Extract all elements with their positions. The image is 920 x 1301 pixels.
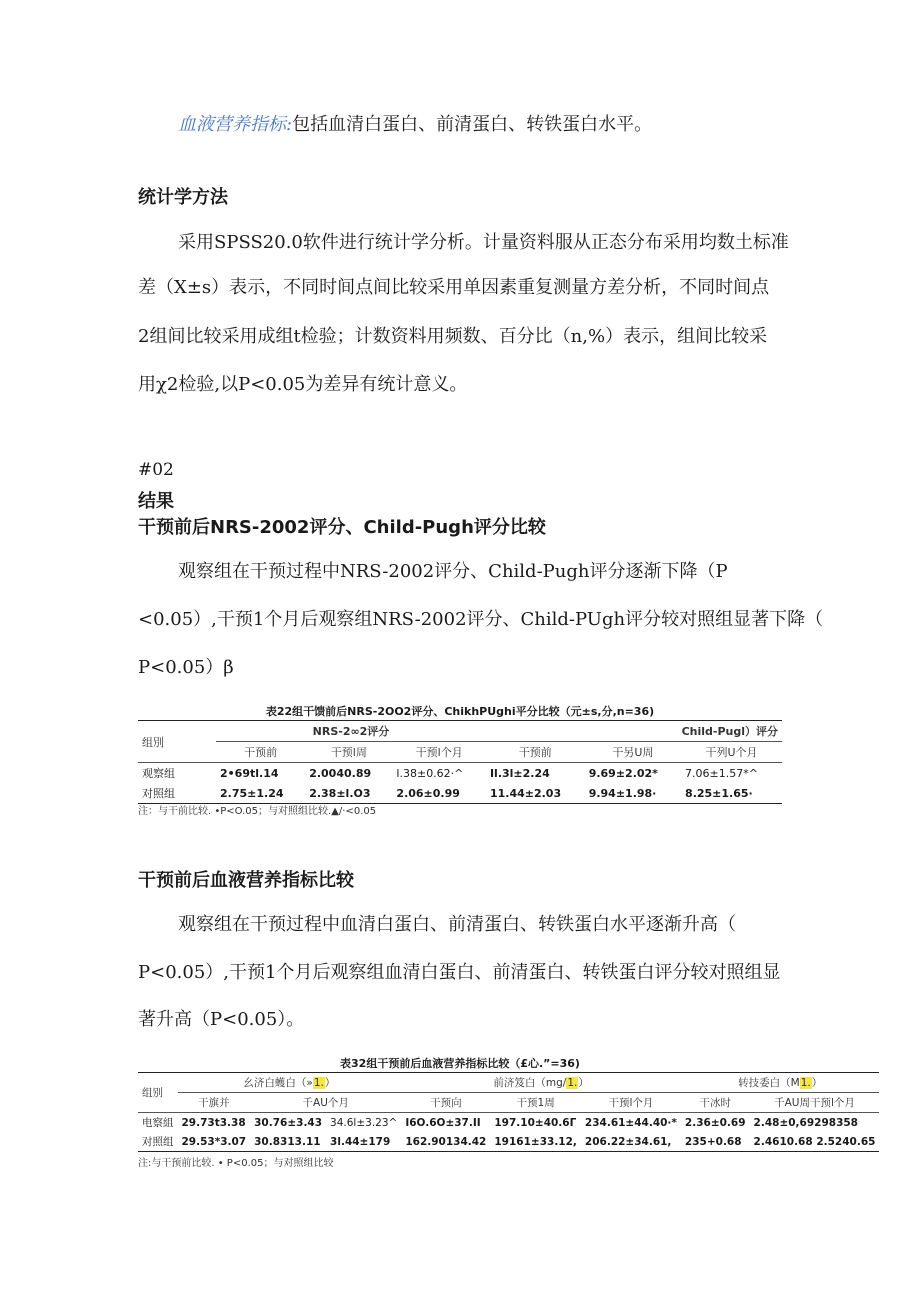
table3-cell: 30.8313.11 (254, 1135, 321, 1148)
table3 (138, 1072, 879, 1152)
table3-col-header: 干预向 (430, 1097, 462, 1109)
table3-col-header: 干冰时 (699, 1097, 731, 1109)
table3-row-group: 对照组 (142, 1136, 174, 1148)
table2-cell: l.38±0.62·^ (396, 766, 464, 780)
table2-col-header: 干预l周 (330, 746, 367, 759)
table3-cell: 234.61±44.40·* (584, 1116, 677, 1129)
table3-cell: 162.90134.42 (405, 1135, 487, 1148)
table2-caption: 表22组干馈前后NRS-2OO2评分、ChikhPUghi平分比较（元±s,分,n=36) (265, 705, 655, 718)
table2-row-group: 对照组 (142, 787, 175, 800)
table2-cell: 9.94±1.98· (588, 786, 657, 800)
table2-col-header: 干另U周 (612, 746, 654, 759)
table-row (138, 1113, 879, 1133)
table3-cell: 29.73t3.38 (181, 1116, 246, 1129)
table2-cell: 2.06±0.99 (396, 786, 460, 800)
table3-col-header: 干预1周 (516, 1097, 555, 1109)
results-heading: 结果 (138, 491, 174, 512)
table-row (138, 1132, 879, 1152)
table2-child-header: Child-Pugl）评分 (486, 721, 782, 742)
results-subheading-2: 干预前后血液营养指标比较 (138, 870, 354, 891)
table3-cell: 2.36±0.69 (684, 1116, 746, 1129)
nutrition-line-1: 观察组在干预过程中血清白蛋白、前清蛋白、转铁蛋白水平逐渐升高（ (178, 914, 736, 935)
table3-cell: 206.22±34.61, (584, 1135, 672, 1148)
table2 (138, 720, 782, 804)
results-subheading-1: 干预前后NRS-2002评分、Child-Pugh评分比较 (138, 517, 546, 538)
blood-nutrition-text: 包括血清白蛋白、前清蛋白、转铁蛋白水平。 (292, 114, 653, 135)
results-line-2: <0.05）,干预1个月后观察组NRS-2002评分、Child-PUgh评分较对照组显著下降（ (138, 609, 824, 630)
table-row (138, 763, 782, 784)
table3-cell: 2.48±0,69298358 (753, 1116, 858, 1129)
blood-nutrition-line (178, 110, 652, 136)
table3-cell: 3l.44±179 (330, 1135, 391, 1148)
stats-line-1: 采用SPSS20.0软件进行统计学分析。计量资料服从正态分布采用均数土标准 (178, 232, 789, 253)
stats-line-2: 差（X±s）表示，不同时间点间比较采用单因素重复测量方差分析，不同时间点 (138, 277, 770, 298)
table3-col-header: 千AU个月 (302, 1097, 349, 1109)
table3-cell: 19161±33.12, (494, 1135, 577, 1148)
table3-albumin-header: 幺济白蠖白（»1.） (178, 1073, 402, 1093)
table3-note: 注:与干预前比较. • P<0.05；与对照组比较 (138, 1158, 334, 1169)
table3-col-header: 千AU周干预l个月 (774, 1097, 855, 1109)
results-line-3: P<0.05）β (138, 657, 234, 678)
table2-col-header: 干预前 (518, 746, 552, 759)
table2-col-header: 干预l个月 (415, 746, 463, 759)
table3-cell: 29.53*3.07 (181, 1135, 247, 1148)
nutrition-line-2: P<0.05）,干预1个月后观察组血清白蛋白、前清蛋白、转铁蛋白评分较对照组显 (138, 962, 781, 983)
table2-nrs-header: NRS-2∞2评分 (216, 721, 486, 742)
table2-row-group: 观察组 (142, 767, 175, 780)
table3-col-header: 干预l个月 (608, 1097, 654, 1109)
results-line-1: 观察组在干预过程中NRS-2002评分、Child-Pugh评分逐渐下降（P (178, 561, 728, 582)
section-number: #02 (138, 460, 174, 480)
table2-group-header: 组別 (142, 735, 164, 749)
table2-cell: 11.44±2.03 (489, 786, 562, 800)
stats-heading: 统计学方法 (138, 187, 228, 208)
table3-prealbumin-header: 前济笈白（mg/1.） (401, 1073, 681, 1093)
table2-col-header: 干列U个月 (705, 746, 758, 759)
table3-cell: I6O.6O±37.II (405, 1116, 481, 1129)
table2-cell: 2•69tl.14 (220, 766, 279, 780)
table2-cell: 2.38±l.O3 (309, 786, 371, 800)
table2-cell: 2.75±1.24 (220, 786, 284, 800)
table3-cell: 2.4610.68 2.5240.65 (753, 1135, 876, 1148)
stats-line-4: 用χ2检验,以P<0.05为差异有统计意义。 (138, 374, 468, 395)
table3-cell: 235+0.68 (684, 1135, 742, 1148)
nutrition-line-3: 著升高（P<0.05）。 (138, 1009, 305, 1030)
table2-cell: 9.69±2.02* (588, 766, 658, 780)
table2-cell: Il.3l±2.24 (489, 766, 550, 780)
table3-group-header: 组别 (142, 1087, 163, 1099)
table3-col-header: 干旗并 (198, 1097, 230, 1109)
table3-cell: 34.6l±3.23^ (330, 1116, 398, 1129)
table-row (138, 783, 782, 804)
table2-cell: 7.06±1.57*^ (685, 766, 758, 780)
table2-cell: 8.25±1.65· (685, 786, 753, 800)
blood-nutrition-lead: 血液营养指标: (178, 114, 293, 135)
table3-cell: 197.10±40.6Γ (494, 1116, 577, 1129)
table2-note: 注：与干前比较. •P<O.05；与对照组比较.▲/·<0.05 (138, 806, 377, 817)
table2-cell: 2.0040.89 (309, 766, 372, 780)
table3-cell: 30.76±3.43 (254, 1116, 323, 1129)
table3-caption: 表32组干预前后血液营养指标比较（£心.”=36) (340, 1057, 580, 1070)
table3-transferrin-header: 转技委白（M1.） (681, 1073, 880, 1093)
stats-line-3: 2组间比较采用成组t检验；计数资料用频数、百分比（n,%）表示，组间比较采 (138, 326, 768, 347)
table2-col-header: 干预前 (244, 746, 278, 759)
table3-row-group: 电察組 (142, 1117, 174, 1129)
